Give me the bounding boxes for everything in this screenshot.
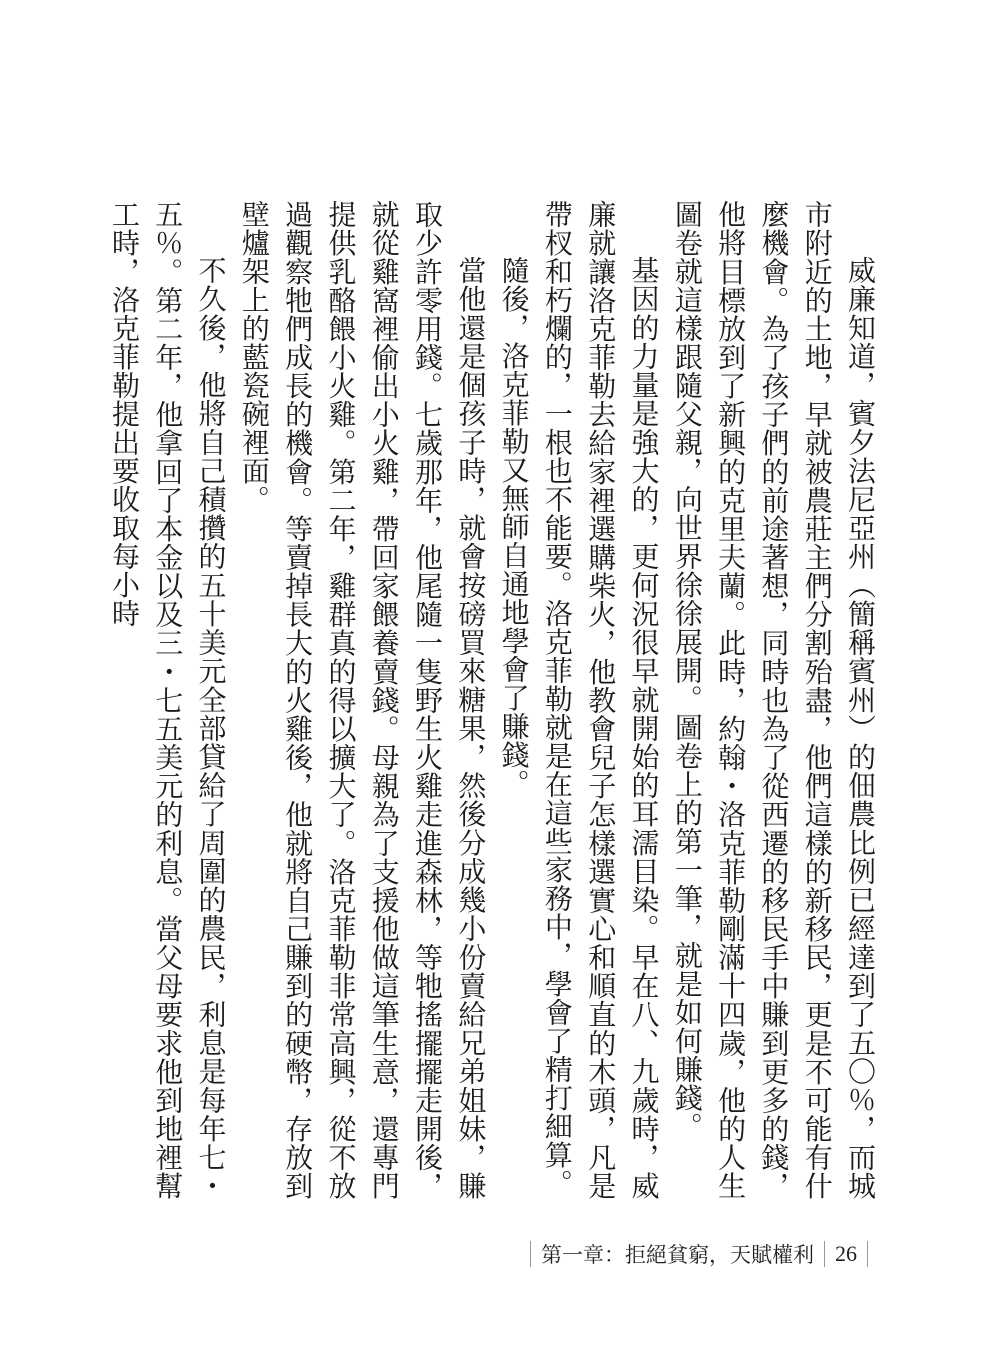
page-number: 26 <box>835 1241 857 1266</box>
chapter-title: 第一章：拒絕貧窮，天賦權利 <box>541 1243 814 1267</box>
footer-divider-left <box>530 1241 531 1267</box>
body-text <box>103 200 882 1200</box>
footer-divider-right <box>867 1241 868 1267</box>
paragraph-1: 威廉知道，賓夕法尼亞州（簡稱賓州）的佃農比例已經達到了五〇％，而城市附近的土地，早就被農莊主們分割殆盡，他們這樣的新移民，更是不可能有什麼機會。為了孩子們的前途著想，同時也為了從西遷的移民手中賺到更多的錢，他將目標放到了新興的克里夫蘭。此時，約翰・洛克菲勒剛滿十四歲，他的人生圖卷就這樣跟隨父親，向世界徐徐展開。圖卷上的第一筆，就是如何賺錢。 <box>670 200 877 1200</box>
page-footer <box>520 1237 878 1271</box>
paragraph-2: 基因的力量是強大的，更何況很早就開始的耳濡目染。早在八、九歲時，威廉就讓洛克菲勒去給家裡選購柴火，他教會兒子怎樣選實心和順直的木頭，凡是帶杈和朽爛的，一根也不能要。洛克菲勒就是在這些家務中，學會了精打細算。 <box>540 200 661 1200</box>
paragraph-3: 隨後，洛克菲勒又無師自通地學會了賺錢。 <box>497 256 531 798</box>
paragraph-4: 當他還是個孩子時，就會按磅買來糖果，然後分成幾小份賣給兄弟姐妹，賺取少許零用錢。七歲那年，他尾隨一隻野生火雞走進森林，等牠搖擺擺走開後，就從雞窩裡偷出小火雞，帶回家餵養賣錢。母親為了支援他做這筆生意，還專門提供乳酪餵小火雞。第二年，雞群真的得以擴大了。洛克菲勒非常高興，從不放過觀察牠們成長的機會。等賣掉長大的火雞後，他就將自己賺到的硬幣，存放到壁爐架上的藍瓷碗裡面。 <box>237 200 488 1200</box>
paragraph-5: 不久後，他將自己積攢的五十美元全部貸給了周圍的農民，利息是每年七・五％。第二年，他拿回了本金以及三・七五美元的利息。當父母要求他到地裡幫工時，洛克菲勒提出要收取每小時 <box>107 200 228 1200</box>
footer-divider-middle <box>824 1241 825 1267</box>
